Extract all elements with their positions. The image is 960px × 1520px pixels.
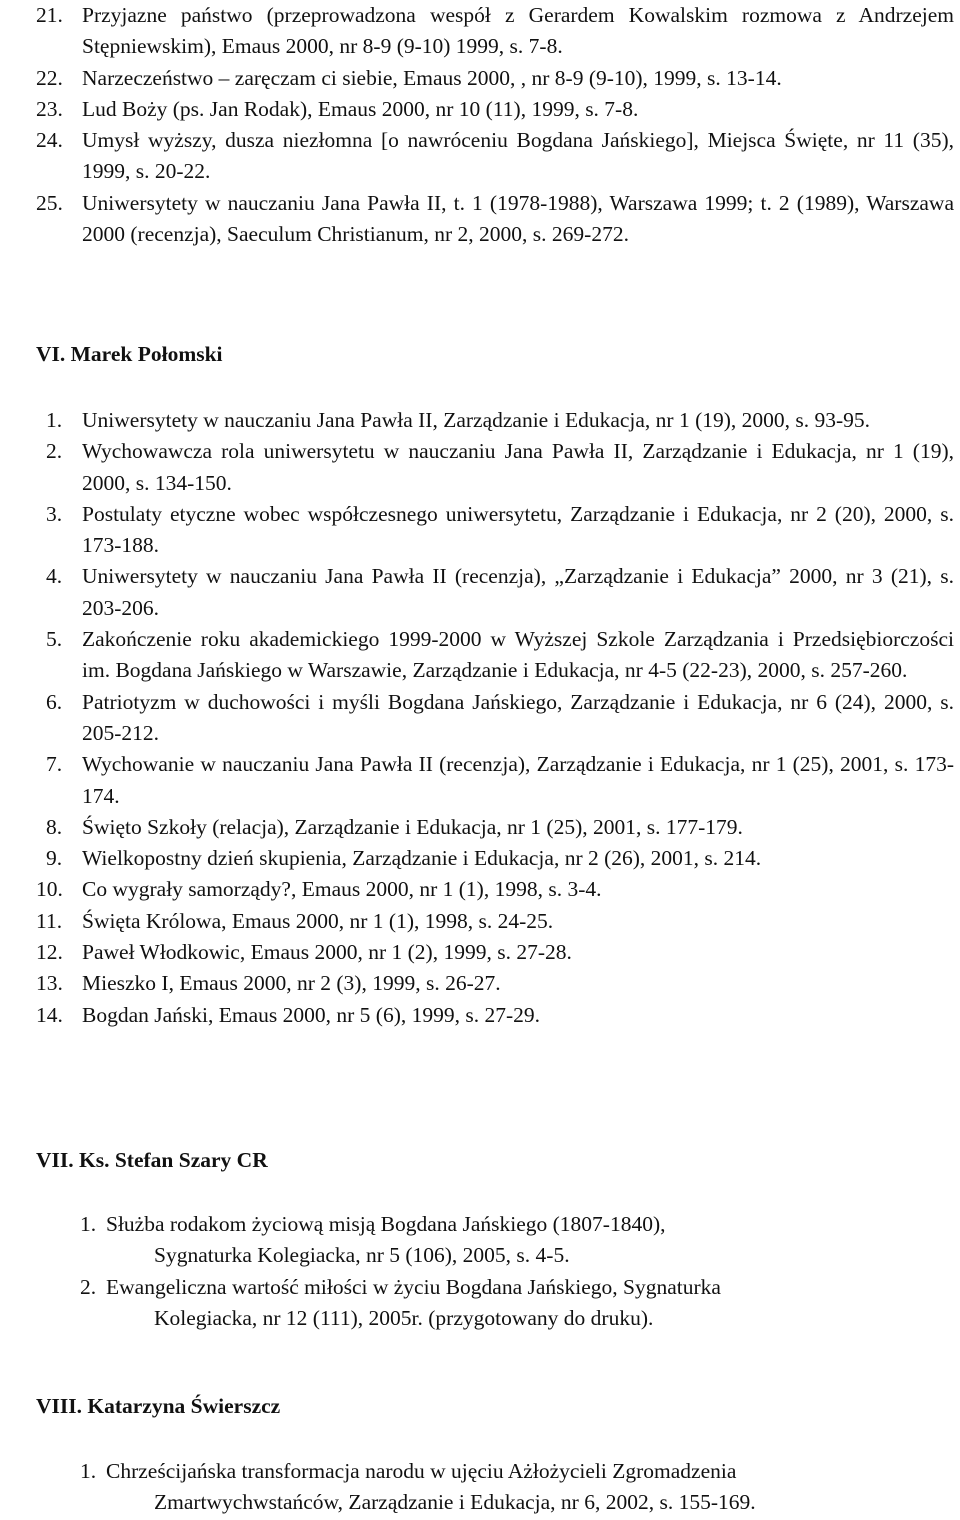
section-vi-list <box>0 405 960 1031</box>
top-bibliography-list <box>0 0 960 250</box>
item-number: 22. <box>36 65 63 90</box>
list-item <box>0 968 960 999</box>
list-item <box>0 1000 960 1031</box>
item-text: Wychowawcza rola uniwersytetu w nauczaniu Jana Pawła II, Zarządzanie i Edukacja, nr 1 (19), 2000, s. 134-150. <box>82 439 954 495</box>
item-text-line2: Zmartwychwstańców, Zarządzanie i Edukacja, nr 6, 2002, s. 155-169. <box>154 1490 756 1515</box>
section-viii-heading: VIII. Katarzyna Świerszcz <box>36 1394 281 1418</box>
item-number: 1. <box>80 1212 97 1236</box>
section-viii-list <box>0 1456 960 1519</box>
item-number: 13. <box>36 971 63 996</box>
list-item <box>0 94 960 125</box>
item-text: Paweł Włodkowic, Emaus 2000, nr 1 (2), 1999, s. 27-28. <box>82 940 572 965</box>
item-text: Święto Szkoły (relacja), Zarządzanie i Edukacja, nr 1 (25), 2001, s. 177-179. <box>82 814 743 839</box>
list-item <box>0 405 960 436</box>
item-text-line1: Chrześcijańska transformacja narodu w ujęciu Ażłożycieli Zgromadzenia <box>106 1459 737 1483</box>
item-text: Wychowanie w nauczaniu Jana Pawła II (recenzja), Zarządzanie i Edukacja, nr 1 (25), 2001, s. 173-174. <box>82 752 954 808</box>
item-text: Uniwersytety w nauczaniu Jana Pawła II (recenzja), „Zarządzanie i Edukacja” 2000, nr 3 (21), s. 203-206. <box>82 564 954 620</box>
item-text: Patriotyzm w duchowości i myśli Bogdana Jańskiego, Zarządzanie i Edukacja, nr 6 (24), 2000, s. 205-212. <box>82 689 954 745</box>
item-text: Bogdan Jański, Emaus 2000, nr 5 (6), 1999, s. 27-29. <box>82 1002 541 1027</box>
item-text: Narzeczeństwo – zaręczam ci siebie, Emaus 2000, , nr 8-9 (9-10), 1999, s. 13-14. <box>82 65 782 90</box>
item-number: 12. <box>36 940 63 965</box>
item-text: Postulaty etyczne wobec współczesnego uniwersytetu, Zarządzanie i Edukacja, nr 2 (20), 2000, s. 173-188. <box>82 501 954 558</box>
list-item <box>0 749 960 812</box>
list-item <box>0 906 960 937</box>
list-item <box>0 1456 960 1519</box>
item-text: Zakończenie roku akademickiego 1999-2000 w Wyższej Szkole Zarządzania i Przedsiębiorczości im. Bogdana Jańskiego w Warszawie, Zarządzanie i Edukacja, nr 4-5 (22-23), 2000, s. 257-260. <box>82 627 954 683</box>
list-item <box>0 0 960 63</box>
item-text: Mieszko I, Emaus 2000, nr 2 (3), 1999, s. 26-27. <box>82 971 501 996</box>
item-number: 9. <box>46 846 63 871</box>
item-number: 8. <box>46 814 63 839</box>
list-item <box>0 812 960 843</box>
item-number: 11. <box>36 908 63 933</box>
list-item <box>0 1272 960 1335</box>
item-text: Uniwersytety w nauczaniu Jana Pawła II, t. 1 (1978-1988), Warszawa 1999; t. 2 (1989), Warszawa 2000 (recenzja), Saeculum Christianum, nr 2, 2000, s. 269-272. <box>82 190 954 247</box>
item-text-line2: Sygnaturka Kolegiacka, nr 5 (106), 2005, s. 4-5. <box>154 1243 570 1268</box>
section-vii-list <box>0 1209 960 1334</box>
item-number: 7. <box>46 752 63 777</box>
list-item <box>0 843 960 874</box>
item-number: 25. <box>36 190 63 215</box>
list-item <box>0 499 960 562</box>
list-item <box>0 561 960 624</box>
section-vi-heading: VI. Marek Połomski <box>36 342 223 366</box>
item-text-line1: Ewangeliczna wartość miłości w życiu Bogdana Jańskiego, Sygnaturka <box>106 1274 721 1299</box>
item-number: 1. <box>46 408 63 432</box>
list-item <box>0 125 960 188</box>
list-item <box>0 1209 960 1272</box>
item-text: Święta Królowa, Emaus 2000, nr 1 (1), 1998, s. 24-25. <box>82 908 554 933</box>
item-number: 21. <box>36 3 63 27</box>
item-number: 2. <box>46 439 63 464</box>
item-number: 24. <box>36 128 63 153</box>
item-number: 5. <box>46 627 63 652</box>
list-item <box>0 436 960 499</box>
item-text-line1: Służba rodakom życiową misją Bogdana Jańskiego (1807-1840), <box>106 1212 666 1236</box>
item-text: Uniwersytety w nauczaniu Jana Pawła II, Zarządzanie i Edukacja, nr 1 (19), 2000, s. 93-95. <box>82 408 871 432</box>
item-number: 4. <box>46 564 63 589</box>
item-number: 23. <box>36 96 63 121</box>
section-vii-heading: VII. Ks. Stefan Szary CR <box>36 1148 268 1172</box>
item-text-line2: Kolegiacka, nr 12 (111), 2005r. (przygotowany do druku). <box>154 1305 654 1330</box>
item-text: Umysł wyższy, dusza niezłomna [o nawróceniu Bogdana Jańskiego], Miejsca Święte, nr 11 (35), 1999, s. 20-22. <box>82 128 954 184</box>
item-text: Wielkopostny dzień skupienia, Zarządzanie i Edukacja, nr 2 (26), 2001, s. 214. <box>82 846 762 871</box>
item-number: 3. <box>46 501 63 526</box>
item-text: Przyjazne państwo (przeprowadzona wespół z Gerardem Kowalskim rozmowa z Andrzejem Stępniewskim), Emaus 2000, nr 8-9 (9-10) 1999, s. 7-8. <box>82 3 954 59</box>
list-item <box>0 937 960 968</box>
list-item <box>0 63 960 94</box>
item-number: 1. <box>80 1459 97 1483</box>
list-item <box>0 687 960 750</box>
list-item <box>0 874 960 905</box>
list-item <box>0 624 960 687</box>
item-text: Lud Boży (ps. Jan Rodak), Emaus 2000, nr 10 (11), 1999, s. 7-8. <box>82 96 639 121</box>
item-number: 2. <box>80 1274 97 1299</box>
item-number: 6. <box>46 689 63 714</box>
item-text: Co wygrały samorządy?, Emaus 2000, nr 1 (1), 1998, s. 3-4. <box>82 877 602 902</box>
list-item <box>0 188 960 251</box>
item-number: 14. <box>36 1002 63 1027</box>
item-number: 10. <box>36 877 63 902</box>
